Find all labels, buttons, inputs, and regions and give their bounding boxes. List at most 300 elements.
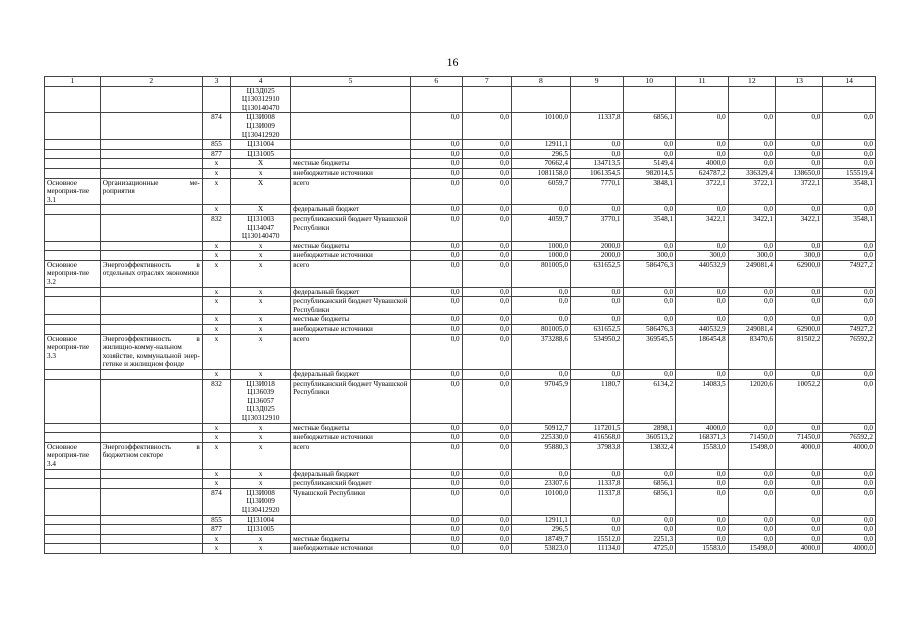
value-cell: 440532,9 (676, 325, 729, 335)
code-cell: x (231, 334, 291, 369)
value-cell: 0,0 (570, 149, 623, 159)
value-cell: 3422,1 (728, 214, 775, 241)
value-cell: 0,0 (776, 315, 823, 325)
value-cell: 53823,0 (512, 544, 571, 554)
value-cell: 249081,4 (728, 325, 775, 335)
value-cell: 0,0 (728, 149, 775, 159)
name-cell: Энергоэффективность в бюджетном секторе (100, 442, 202, 469)
value-cell: 0,0 (823, 379, 876, 423)
value-cell: 0,0 (462, 442, 511, 469)
table-row (45, 149, 876, 159)
value-cell: 0,0 (823, 534, 876, 544)
value-cell: 0,0 (623, 297, 676, 315)
table-row (45, 334, 876, 369)
value-cell: 0,0 (462, 325, 511, 335)
value-cell: 0,0 (676, 515, 729, 525)
code-cell: Ц131005 (231, 525, 291, 535)
grbs-cell: x (202, 325, 230, 335)
value-cell: 0,0 (462, 370, 511, 380)
value-cell: 0,0 (570, 469, 623, 479)
value-cell: 0,0 (411, 488, 463, 515)
grbs-cell: x (202, 544, 230, 554)
value-cell: 0,0 (411, 534, 463, 544)
source-cell (291, 525, 411, 535)
value-cell: 12911,1 (512, 515, 571, 525)
value-cell: 15583,0 (676, 544, 729, 554)
value-cell: 50912,7 (512, 423, 571, 433)
value-cell: 0,0 (411, 442, 463, 469)
value-cell: 0,0 (676, 525, 729, 535)
value-cell: 534950,2 (570, 334, 623, 369)
value-cell: 0,0 (462, 140, 511, 150)
code-cell: x (231, 325, 291, 335)
value-cell: 6856,1 (623, 488, 676, 515)
value-cell: 0,0 (411, 423, 463, 433)
value-cell: 0,0 (462, 159, 511, 169)
value-cell: 0,0 (776, 113, 823, 140)
code-cell: Ц13И008 Ц13И009 Ц130412920 (231, 488, 291, 515)
code-cell: x (231, 297, 291, 315)
grbs-cell: x (202, 442, 230, 469)
value-cell: 0,0 (728, 297, 775, 315)
value-cell: 586476,3 (623, 260, 676, 287)
name-cell (100, 544, 202, 554)
grbs-cell: x (202, 479, 230, 489)
value-cell: 0,0 (676, 113, 729, 140)
value-cell: 0,0 (411, 433, 463, 443)
value-cell: 0,0 (462, 251, 511, 261)
value-cell: 0,0 (823, 159, 876, 169)
grbs-cell: 832 (202, 379, 230, 423)
event-cell (45, 325, 101, 335)
value-cell: 0,0 (623, 515, 676, 525)
value-cell: 0,0 (462, 534, 511, 544)
event-cell (45, 423, 101, 433)
source-cell: внебюджетные источники (291, 325, 411, 335)
value-cell (776, 86, 823, 113)
value-cell: 0,0 (570, 140, 623, 150)
grbs-cell: x (202, 287, 230, 297)
value-cell: 300,0 (623, 251, 676, 261)
code-cell: x (231, 423, 291, 433)
value-cell: 0,0 (728, 423, 775, 433)
code-cell: x (231, 168, 291, 178)
value-cell: 296,5 (512, 149, 571, 159)
value-cell: 0,0 (411, 515, 463, 525)
value-cell: 15512,0 (570, 534, 623, 544)
value-cell: 3722,1 (676, 178, 729, 205)
value-cell: 0,0 (728, 534, 775, 544)
grbs-cell: x (202, 241, 230, 251)
value-cell: 0,0 (411, 214, 463, 241)
value-cell: 0,0 (512, 370, 571, 380)
source-cell: республиканский бюджет (291, 479, 411, 489)
event-cell (45, 140, 101, 150)
grbs-cell: 855 (202, 515, 230, 525)
value-cell: 0,0 (823, 241, 876, 251)
value-cell: 0,0 (776, 205, 823, 215)
name-cell (100, 86, 202, 113)
page-number: 16 (446, 55, 459, 69)
value-cell: 0,0 (676, 315, 729, 325)
value-cell: 138650,0 (776, 168, 823, 178)
value-cell: 0,0 (823, 297, 876, 315)
grbs-cell: x (202, 260, 230, 287)
value-cell (512, 86, 571, 113)
column-header-4: 4 (231, 77, 291, 87)
source-cell: внебюджетные источники (291, 544, 411, 554)
value-cell: 3770,1 (570, 214, 623, 241)
value-cell: 0,0 (728, 241, 775, 251)
event-cell (45, 534, 101, 544)
value-cell: 0,0 (411, 178, 463, 205)
grbs-cell: 874 (202, 113, 230, 140)
grbs-cell: x (202, 178, 230, 205)
value-cell: 416568,0 (570, 433, 623, 443)
code-cell: Ц13И018 Ц136039 Ц136057 Ц13Д025 Ц130312910 (231, 379, 291, 423)
name-cell (100, 479, 202, 489)
name-cell (100, 469, 202, 479)
table-row (45, 315, 876, 325)
table-row (45, 168, 876, 178)
value-cell: 11337,8 (570, 479, 623, 489)
value-cell: 0,0 (823, 525, 876, 535)
value-cell: 0,0 (462, 488, 511, 515)
value-cell: 0,0 (462, 479, 511, 489)
value-cell (462, 86, 511, 113)
value-cell: 3548,1 (623, 214, 676, 241)
value-cell: 0,0 (411, 159, 463, 169)
name-cell (100, 488, 202, 515)
name-cell (100, 315, 202, 325)
code-cell: Ц13И008 Ц13И009 Ц130412920 (231, 113, 291, 140)
source-cell: федеральный бюджет (291, 287, 411, 297)
header-row (45, 77, 876, 87)
value-cell: 3422,1 (776, 214, 823, 241)
name-cell: Энергоэффективность в отдельных отраслях экономики (100, 260, 202, 287)
table-row (45, 433, 876, 443)
code-cell: x (231, 544, 291, 554)
value-cell: 0,0 (676, 149, 729, 159)
code-cell: x (231, 479, 291, 489)
table-row (45, 370, 876, 380)
value-cell: 0,0 (676, 479, 729, 489)
event-cell (45, 241, 101, 251)
value-cell: 62900,0 (776, 260, 823, 287)
value-cell: 0,0 (411, 315, 463, 325)
event-cell (45, 315, 101, 325)
source-cell: внебюджетные источники (291, 168, 411, 178)
value-cell: 83470,6 (728, 334, 775, 369)
grbs-cell: x (202, 423, 230, 433)
value-cell: 4000,0 (676, 423, 729, 433)
value-cell: 0,0 (623, 469, 676, 479)
event-cell (45, 515, 101, 525)
value-cell: 0,0 (462, 205, 511, 215)
value-cell: 10100,0 (512, 488, 571, 515)
name-cell (100, 113, 202, 140)
value-cell: 0,0 (728, 479, 775, 489)
value-cell: 0,0 (676, 297, 729, 315)
budget-table (44, 76, 876, 554)
value-cell: 3548,1 (823, 178, 876, 205)
value-cell: 0,0 (411, 334, 463, 369)
source-cell: федеральный бюджет (291, 205, 411, 215)
grbs-cell: x (202, 433, 230, 443)
table-row (45, 442, 876, 469)
value-cell: 249081,4 (728, 260, 775, 287)
source-cell (291, 86, 411, 113)
value-cell: 0,0 (776, 297, 823, 315)
value-cell: 0,0 (411, 479, 463, 489)
value-cell: 300,0 (676, 251, 729, 261)
name-cell (100, 297, 202, 315)
value-cell: 0,0 (570, 287, 623, 297)
value-cell: 0,0 (462, 379, 511, 423)
value-cell: 0,0 (512, 469, 571, 479)
value-cell: 134713,5 (570, 159, 623, 169)
value-cell: 0,0 (462, 423, 511, 433)
value-cell: 0,0 (512, 205, 571, 215)
event-cell (45, 287, 101, 297)
value-cell: 0,0 (728, 515, 775, 525)
event-cell: Основное мероприя-тие 3.4 (45, 442, 101, 469)
grbs-cell: 877 (202, 149, 230, 159)
value-cell (411, 86, 463, 113)
value-cell: 0,0 (411, 205, 463, 215)
value-cell: 76592,2 (823, 433, 876, 443)
value-cell: 0,0 (462, 178, 511, 205)
name-cell (100, 423, 202, 433)
value-cell: 0,0 (823, 370, 876, 380)
name-cell (100, 149, 202, 159)
event-cell (45, 525, 101, 535)
value-cell: 0,0 (823, 515, 876, 525)
grbs-cell: x (202, 251, 230, 261)
table-row (45, 534, 876, 544)
event-cell (45, 205, 101, 215)
source-cell (291, 515, 411, 525)
value-cell: 624787,2 (676, 168, 729, 178)
table-row (45, 113, 876, 140)
value-cell: 373288,6 (512, 334, 571, 369)
source-cell: всего (291, 260, 411, 287)
column-header-12: 12 (728, 77, 775, 87)
value-cell: 0,0 (676, 370, 729, 380)
code-cell: x (231, 442, 291, 469)
value-cell: 0,0 (570, 205, 623, 215)
table-row (45, 86, 876, 113)
grbs-cell: 855 (202, 140, 230, 150)
name-cell (100, 205, 202, 215)
column-header-9: 9 (570, 77, 623, 87)
value-cell: 336329,4 (728, 168, 775, 178)
value-cell: 95880,3 (512, 442, 571, 469)
value-cell: 6856,1 (623, 113, 676, 140)
value-cell: 62900,0 (776, 325, 823, 335)
source-cell: Чувашской Республики (291, 488, 411, 515)
source-cell (291, 140, 411, 150)
source-cell: республиканский бюджет Чувашской Республики (291, 379, 411, 423)
value-cell: 0,0 (462, 260, 511, 287)
value-cell: 631652,5 (570, 325, 623, 335)
value-cell: 2000,0 (570, 241, 623, 251)
source-cell: всего (291, 442, 411, 469)
source-cell (291, 149, 411, 159)
value-cell: 1000,0 (512, 241, 571, 251)
value-cell: 0,0 (728, 159, 775, 169)
table-row (45, 260, 876, 287)
value-cell: 0,0 (823, 479, 876, 489)
value-cell: 0,0 (823, 423, 876, 433)
source-cell: федеральный бюджет (291, 469, 411, 479)
value-cell: 0,0 (462, 113, 511, 140)
value-cell: 0,0 (570, 515, 623, 525)
value-cell: 0,0 (676, 241, 729, 251)
value-cell: 4000,0 (776, 442, 823, 469)
value-cell: 0,0 (462, 241, 511, 251)
value-cell: 0,0 (823, 140, 876, 150)
event-cell: Основное мероприя-тие 3.3 (45, 334, 101, 369)
value-cell: 0,0 (676, 287, 729, 297)
value-cell: 3848,1 (623, 178, 676, 205)
event-cell (45, 168, 101, 178)
value-cell: 0,0 (623, 315, 676, 325)
value-cell: 74927,2 (823, 325, 876, 335)
value-cell: 0,0 (570, 315, 623, 325)
table-row (45, 297, 876, 315)
column-header-5: 5 (291, 77, 411, 87)
value-cell: 0,0 (462, 525, 511, 535)
name-cell (100, 433, 202, 443)
code-cell: x (231, 370, 291, 380)
grbs-cell: x (202, 297, 230, 315)
value-cell: 2000,0 (570, 251, 623, 261)
source-cell: местные бюджеты (291, 423, 411, 433)
value-cell: 0,0 (728, 113, 775, 140)
name-cell (100, 214, 202, 241)
value-cell: 369545,5 (623, 334, 676, 369)
value-cell: 0,0 (462, 149, 511, 159)
source-cell: местные бюджеты (291, 315, 411, 325)
name-cell: Организационные ме-роприятия (100, 178, 202, 205)
value-cell: 0,0 (728, 287, 775, 297)
value-cell: 0,0 (411, 544, 463, 554)
table-row (45, 140, 876, 150)
code-cell: x (231, 469, 291, 479)
code-cell: x (231, 251, 291, 261)
value-cell: 0,0 (462, 334, 511, 369)
value-cell (728, 86, 775, 113)
value-cell: 0,0 (728, 205, 775, 215)
name-cell (100, 140, 202, 150)
value-cell: 18749,7 (512, 534, 571, 544)
value-cell: 186454,8 (676, 334, 729, 369)
value-cell: 37983,8 (570, 442, 623, 469)
name-cell (100, 325, 202, 335)
value-cell: 3722,1 (728, 178, 775, 205)
value-cell: 0,0 (462, 214, 511, 241)
code-cell: x (231, 241, 291, 251)
value-cell: 0,0 (462, 433, 511, 443)
value-cell: 3548,1 (823, 214, 876, 241)
table-row (45, 214, 876, 241)
value-cell: 0,0 (776, 140, 823, 150)
value-cell: 4725,0 (623, 544, 676, 554)
column-header-3: 3 (202, 77, 230, 87)
value-cell: 0,0 (570, 525, 623, 535)
code-cell: x (231, 315, 291, 325)
grbs-cell: x (202, 168, 230, 178)
value-cell: 0,0 (411, 140, 463, 150)
event-cell (45, 488, 101, 515)
value-cell (570, 86, 623, 113)
column-header-6: 6 (411, 77, 463, 87)
table-row (45, 205, 876, 215)
value-cell: 0,0 (623, 525, 676, 535)
value-cell: 71450,0 (728, 433, 775, 443)
value-cell: 225330,0 (512, 433, 571, 443)
grbs-cell: 874 (202, 488, 230, 515)
value-cell: 15498,0 (728, 544, 775, 554)
event-cell (45, 379, 101, 423)
value-cell: 0,0 (823, 287, 876, 297)
event-cell: Основное мероприя-тие 3.1 (45, 178, 101, 205)
value-cell: 0,0 (823, 469, 876, 479)
value-cell: 12020,6 (728, 379, 775, 423)
value-cell: 14083,5 (676, 379, 729, 423)
value-cell: 0,0 (462, 168, 511, 178)
grbs-cell (202, 86, 230, 113)
value-cell: 801005,0 (512, 260, 571, 287)
value-cell: 117201,5 (570, 423, 623, 433)
value-cell: 0,0 (570, 370, 623, 380)
value-cell: 11134,0 (570, 544, 623, 554)
value-cell: 97045,9 (512, 379, 571, 423)
name-cell (100, 287, 202, 297)
value-cell: 10100,0 (512, 113, 571, 140)
value-cell: 0,0 (623, 287, 676, 297)
table-row (45, 159, 876, 169)
value-cell: 1061354,5 (570, 168, 623, 178)
name-cell (100, 525, 202, 535)
value-cell: 0,0 (411, 325, 463, 335)
value-cell: 0,0 (823, 315, 876, 325)
grbs-cell: x (202, 469, 230, 479)
value-cell: 6134,2 (623, 379, 676, 423)
table-row (45, 325, 876, 335)
value-cell: 0,0 (623, 370, 676, 380)
value-cell: 11337,8 (570, 113, 623, 140)
table-row (45, 379, 876, 423)
value-cell: 631652,5 (570, 260, 623, 287)
value-cell: 2251,3 (623, 534, 676, 544)
source-cell: местные бюджеты (291, 534, 411, 544)
value-cell: 15498,0 (728, 442, 775, 469)
value-cell: 0,0 (462, 469, 511, 479)
value-cell: 0,0 (411, 525, 463, 535)
value-cell: 3422,1 (676, 214, 729, 241)
table-row (45, 488, 876, 515)
value-cell: 0,0 (728, 525, 775, 535)
name-cell (100, 515, 202, 525)
code-cell: x (231, 287, 291, 297)
value-cell: 0,0 (411, 113, 463, 140)
value-cell: 0,0 (411, 469, 463, 479)
value-cell: 0,0 (823, 488, 876, 515)
value-cell: 0,0 (823, 205, 876, 215)
code-cell: x (231, 260, 291, 287)
